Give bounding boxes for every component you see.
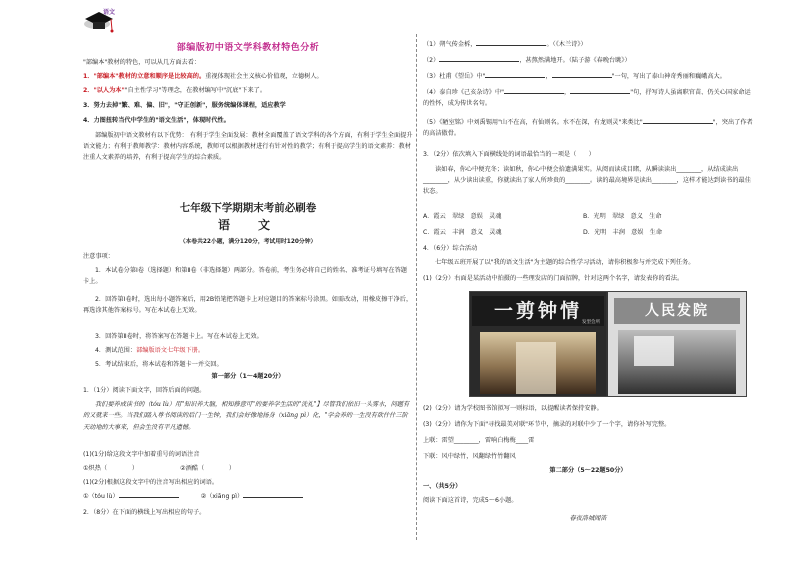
notice-4-scope: 部编版语文七年级下册。 [136, 347, 205, 354]
intro-advantages: 部编版初中语文教材有以下优势： 有利于学生全面发展：教材全面覆盖了语文学科的各个方面，有利于学生全面提升语文能力；有利于教师教学：教材内容系统，教师可以根据教材进行有针对性的教学；有利于提高学生的语文素养：教材注重人文素养的培养，有利于提高学生的综合素质。 [83, 132, 413, 161]
dictation-2-text: （2） [423, 57, 440, 64]
blank-line[interactable] [243, 497, 303, 498]
left-column [83, 0, 413, 562]
intro-point-2 [83, 86, 413, 96]
column-divider [416, 34, 417, 540]
intro-point-4: 4．力图扭转当代中学生的"语文生活"，体现时代性。 [83, 117, 230, 124]
question-3: 3．（2分）依次填入下面横线处的词语最恰当的一项是（ ） [423, 151, 595, 158]
intro-point-1-highlight: 1．"部编本"教材的立意和顺序是比较高的。 [83, 73, 206, 80]
question-1-2-blanks [83, 492, 413, 502]
intro-point-1-text: 重视体现社会主义核心价值观，立德树人。 [205, 73, 323, 80]
exam-title: 七年级下学期期末考前必刷卷 [179, 202, 317, 214]
blank-line[interactable] [504, 93, 564, 94]
question-1: 1．（1分）阅读下面文字，回答后面的问题。 [83, 387, 206, 394]
dictation-5-text: （5）《陋室铭》中刘禹锡用"山不在高，有仙则名。水不在深，有龙则灵"来类比" [423, 119, 643, 126]
intro-point-2-text: "自主性学习"等理念，在教材编写中"沉底"下来了。 [124, 87, 267, 94]
blank-line[interactable] [683, 123, 713, 124]
question-4-intro: 七年级五班开展了以"我的语文生活"为主题的综合性学习活动，请你积极参与并完成下列任务。 [435, 259, 695, 266]
blank-line[interactable] [439, 61, 519, 62]
question-1-passage: 我们要养成读书的（tóu lù）用"知识养大脑，相知修意可"的要养学生活的"洗礼"】尽管我们依旧一头雾水，问题有的又就来一些。当我们踏入尊书阅读的后门一生钟，我们会好像地扬身（xiāng pì）化，"学会养的一生没有欲什什三阶天动地的大事来，但会生没有平凡遗憾。 [83, 401, 410, 431]
couplet-lower: 下联：风中绿竹，风翻绿竹竹翻风 [423, 453, 516, 460]
shop-sign-left: 一剪钟情 [472, 296, 604, 326]
notice-2: 2．回答第Ⅰ卷时，选出每小题答案后，用2B铅笔把答题卡上对应题目的答案标号涂黑。如需改动，用橡皮擦干净后，再选涂其他答案标号。写在本试卷上无效。 [83, 296, 413, 314]
dictation-3-text: （3）杜甫《望岳》中" [423, 73, 486, 80]
blank-line[interactable] [476, 45, 546, 46]
dictation-3-end: "一句，写出了泰山神奇秀丽和巍峨高大。 [611, 73, 726, 80]
dictation-2-source: ，甚熬然满地开。（陆子游《春晚台眺》） [519, 57, 631, 64]
option-b[interactable]: B．光明 翠绿 意义 生命 [583, 213, 662, 220]
question-3-passage: 读如春，你心中便充冬；读如秋，你心中便会拾遗满果实。从阅而读成目睹，从瞬读读出________，从结成读出________，从少读出读重，你就读出了家人所珍贵的________。读的最高境界是读出________，这样才能达到读书的最佳状态。 [423, 166, 751, 196]
notice-label: 注意事项： [83, 253, 114, 260]
blank-xiang-pi[interactable]: ②（xiāng pì） [200, 493, 244, 500]
right-column [423, 0, 753, 562]
question-4-1: (1)（2分）右面是某活动中拍摄的一些理发店的门面招牌，针对这两个名字，请发表你的看法。 [423, 275, 684, 282]
shop-sign-left-sub: 发型会所 [582, 320, 600, 325]
blank-jiuku[interactable]: ②酒酷（ ） [180, 465, 236, 472]
blank-chiré[interactable]: ①炽热（ ） [83, 465, 139, 472]
question-1-2: (1)(2分)根据这段文字中的注音写出相应的词语。 [83, 479, 219, 486]
couplet-upper: 上联：雷望________，雷响白梅梅____雷 [423, 437, 535, 444]
blank-line[interactable] [570, 93, 630, 94]
shop-left [470, 292, 606, 396]
question-2: 2．（8分）在下面的横线上写出相应的句子。 [83, 509, 206, 516]
notice-1: 1．本试卷分第Ⅰ卷（选择题）和第Ⅱ卷（非选择题）两部分。答卷前，考生务必将自己的姓名、准考证号填写在答题卡上。 [83, 267, 407, 285]
blank-line[interactable] [485, 77, 545, 78]
dictation-4-comma: ， [564, 89, 571, 96]
logo-label: 语文 [103, 9, 116, 16]
question-1-1: (1)(1分)给这段文字中加着重号的词语注音 [83, 451, 200, 458]
intro-point-1 [83, 72, 413, 82]
intro-line: "部编本"教材的特色，可以从几方面去看： [83, 59, 201, 66]
notice-5: 5．考试结束后，将本试卷和答题卡一并交回。 [95, 361, 223, 368]
dictation-3-comma: ， [545, 73, 552, 80]
dictation-4 [423, 88, 753, 110]
dictation-1-text: （1）朔气传金柝， [423, 41, 477, 48]
notice-4 [83, 346, 413, 356]
exam-note: （本卷共22小题，满分120分，考试用时120分钟） [179, 239, 317, 245]
question-4-2: (2)（2分）请为学校图书馆拟写一则标语，以提醒读者保持安静。 [423, 405, 603, 412]
question-1-1-blanks [83, 464, 413, 474]
shop-sign-right: 人民发院 [614, 298, 740, 324]
intro-point-3: 3．努力去掉"繁、难、偏、旧"，"守正创新"，服务统编体课程，适应教学 [83, 102, 286, 109]
shop-door-left [516, 342, 556, 394]
barbershop-photo [469, 291, 747, 397]
notice-3: 3．回答第Ⅱ卷时，将答案写在答题卡上。写在本试卷上无效。 [95, 333, 263, 340]
blank-line[interactable] [552, 77, 612, 78]
blank-line[interactable] [643, 123, 683, 124]
dictation-4-end: "句，抒写诗人虽离职官苗、仍关心国家命运的性怀，成为传世名句。 [423, 89, 751, 107]
banner-title: 部编版初中语文学科教材特色分析 [176, 43, 320, 53]
question-3-options-cd [423, 228, 753, 238]
dictation-3 [423, 72, 753, 82]
part2-heading: 第二部分（5～22题50分） [549, 467, 627, 474]
section-1-question: 阅读下面这首诗，完成5～6小题。 [423, 497, 518, 504]
intro-point-2-highlight: 2．"以人为本" [83, 87, 125, 94]
dictation-1 [423, 40, 753, 50]
blank-line[interactable] [119, 497, 179, 498]
option-d[interactable]: D．光明 丰润 意娱 生命 [583, 229, 663, 236]
dictation-5 [423, 118, 753, 140]
question-4-3: (3)（2分）请你为下面"寻找最美对联"环节中，摘录的对联中少了一个字，请你补写完整。 [423, 421, 671, 428]
blank-tou-lu[interactable]: ①（tóu lù） [83, 493, 119, 500]
dictation-2 [423, 56, 753, 66]
dictation-5-end: "，突出了作者的高洁傲骨。 [423, 119, 753, 137]
exam-subject: 语 文 [217, 218, 278, 232]
option-c[interactable]: C．霞云 丰润 意义 灵魂 [423, 229, 502, 236]
notice-4-prefix: 4．测试范围： [95, 347, 137, 354]
option-a[interactable]: A．霞云 翠绿 意娱 灵魂 [423, 213, 502, 220]
section-1: 一、（共5分） [423, 483, 462, 490]
question-3-options-ab [423, 212, 753, 222]
part1-heading: 第一部分（1～4题20分） [211, 373, 285, 380]
dictation-1-source: 。（《木兰诗》） [546, 41, 587, 48]
dictation-4-text: （4）泰自珍《己亥杂诗》中" [423, 89, 505, 96]
shop-right [608, 292, 746, 396]
shop-window-right [634, 336, 674, 366]
poem-title: 春夜洛城闻笛 [569, 515, 607, 522]
question-4: 4．（6分）综合活动 [423, 245, 478, 252]
